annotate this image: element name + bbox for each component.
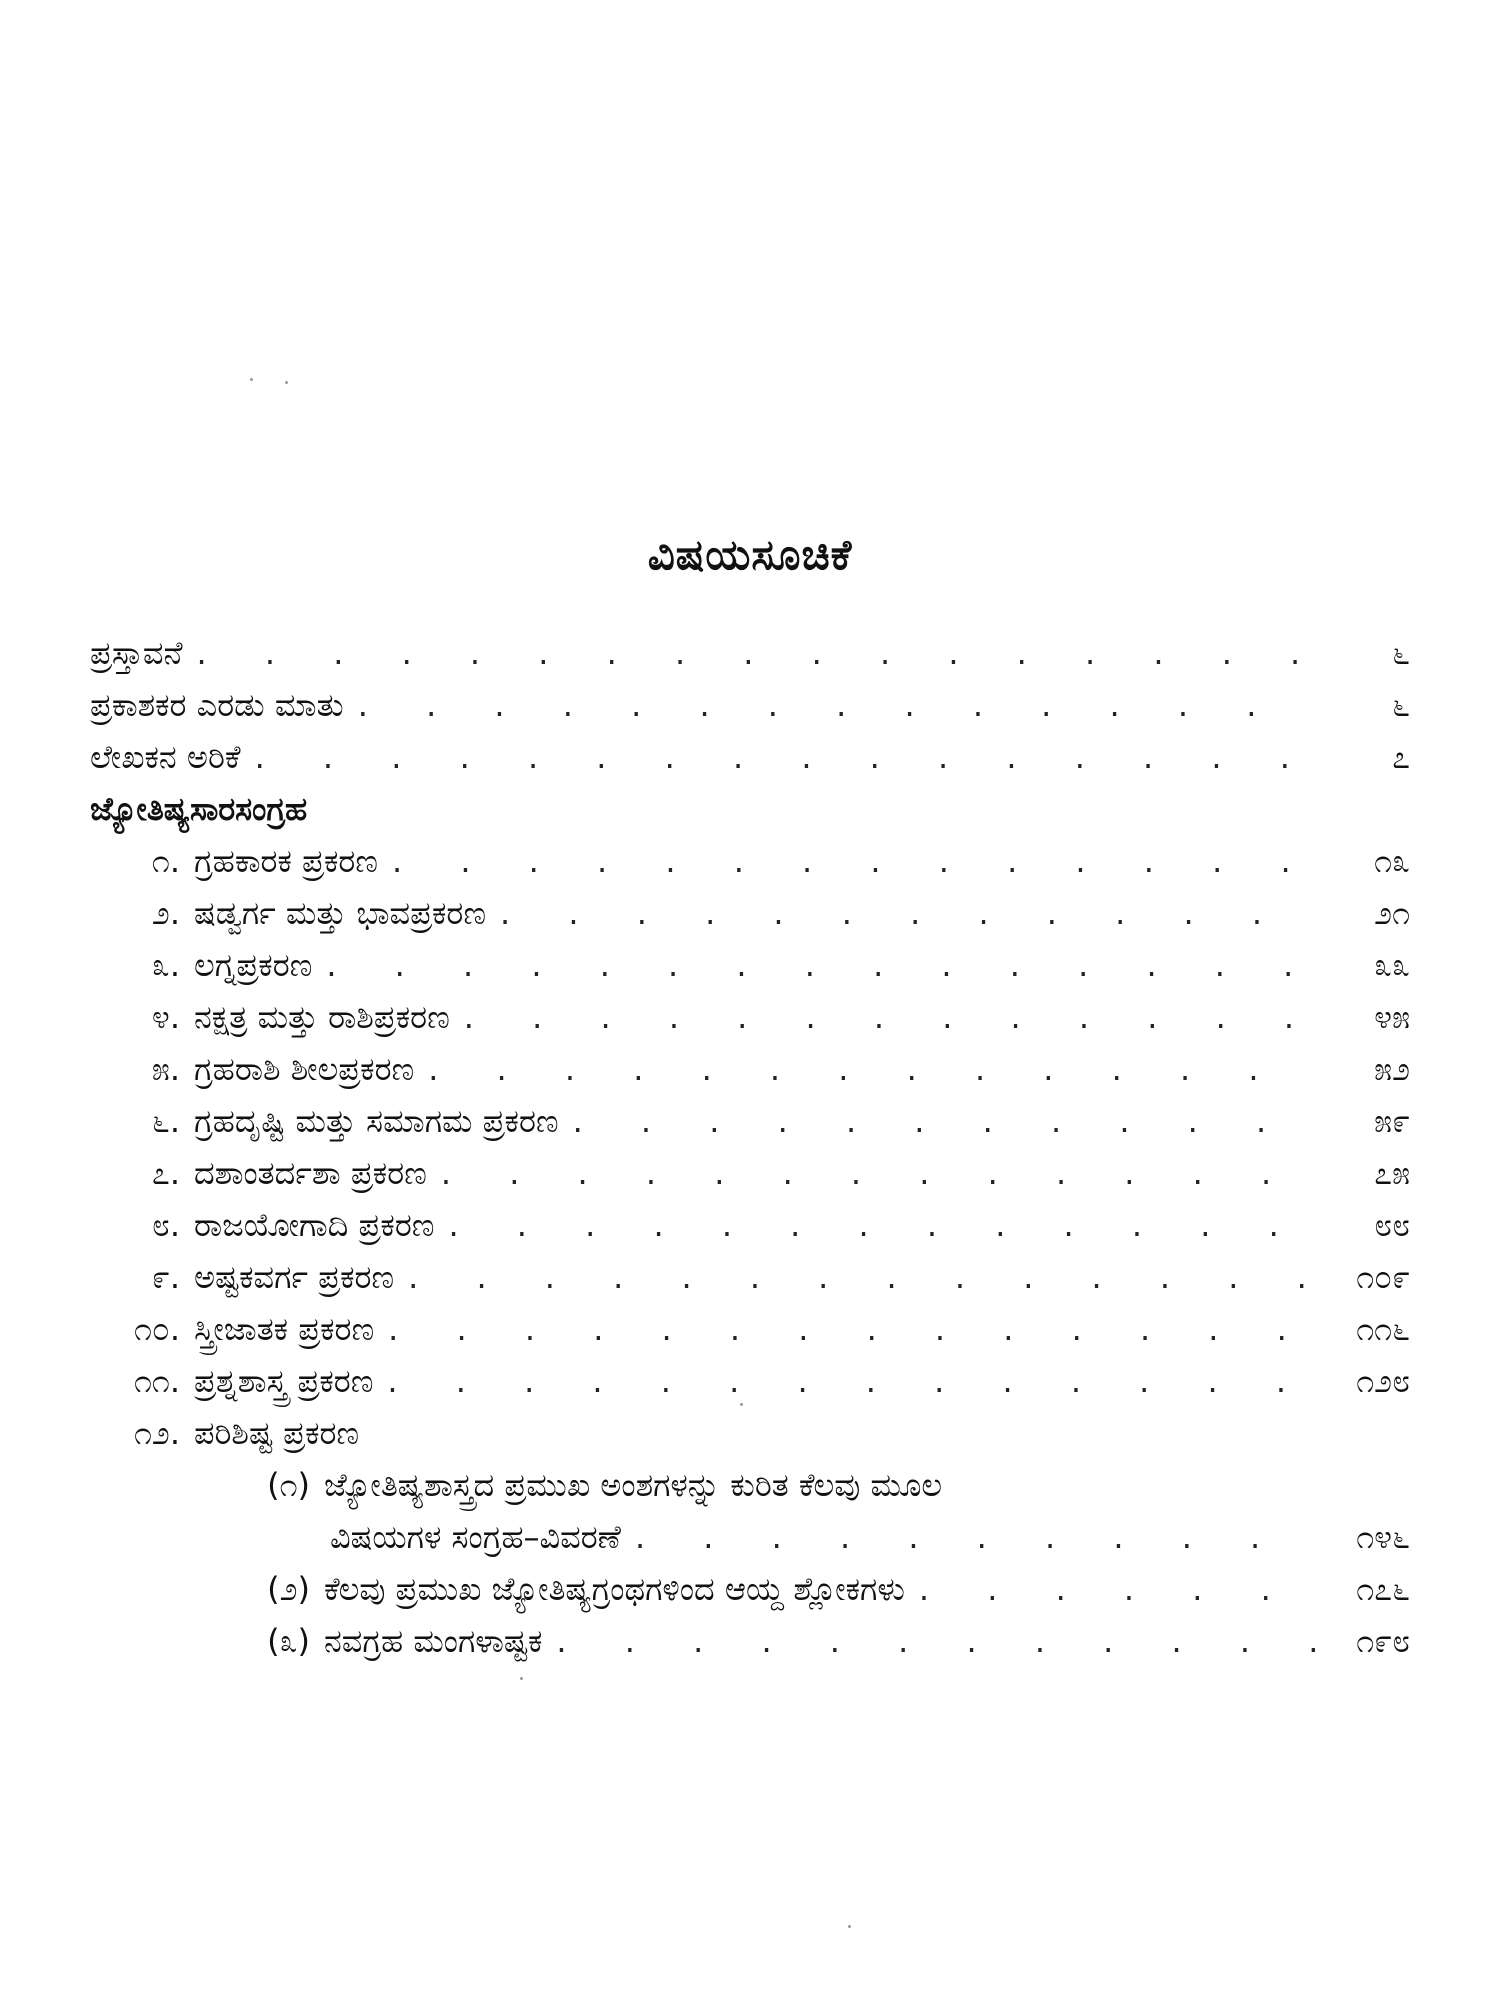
entry-page: ೬ xyxy=(1392,686,1410,724)
entry-page: ೧೪೬ xyxy=(1356,1518,1410,1556)
entry-number: (೨) xyxy=(267,1570,310,1608)
entry-title: ಸ್ತ್ರೀಜಾತಕ ಪ್ರಕರಣ xyxy=(194,1310,375,1348)
dot-leader xyxy=(326,940,1316,990)
entry-title: ಪ್ರಕಾಶಕರ ಎರಡು ಮಾತು xyxy=(90,686,344,724)
scan-speck xyxy=(520,1677,523,1680)
entry-title: ಪರಿಶಿಷ್ಟ ಪ್ರಕರಣ xyxy=(194,1414,360,1452)
entry-page: ೧೩ xyxy=(1374,842,1410,880)
entry-title: ಪ್ರಸ್ತಾವನೆ xyxy=(90,634,183,672)
entry-page: ೩೩ xyxy=(1374,946,1410,984)
dot-leader xyxy=(388,1304,1316,1354)
entry-page: ೮೮ xyxy=(1374,1206,1410,1244)
entry-number: ೨. xyxy=(151,894,180,932)
dot-leader xyxy=(197,628,1316,678)
toc-section-heading[interactable] xyxy=(90,784,1410,834)
dot-leader xyxy=(556,1616,1316,1666)
entry-title: ಜ್ಯೋತಿಷ್ಯಶಾಸ್ತ್ರದ ಪ್ರಮುಖ ಅಂಶಗಳನ್ನು ಕುರಿತ ಕೆಲವು ಮೂಲ xyxy=(324,1466,943,1504)
entry-number: ೩. xyxy=(151,946,180,984)
toc-entry[interactable] xyxy=(90,888,1410,938)
toc-subentry[interactable] xyxy=(90,1460,1410,1510)
entry-page: ೫೯ xyxy=(1374,1102,1410,1140)
dot-leader xyxy=(408,1252,1316,1302)
toc-entry[interactable] xyxy=(90,1252,1410,1302)
entry-number: ೫. xyxy=(151,1050,180,1088)
entry-title: ದಶಾಂತರ್ದಶಾ ಪ್ರಕರಣ xyxy=(194,1154,427,1192)
dot-leader xyxy=(573,1096,1316,1146)
entry-title: ನಕ್ಷತ್ರ ಮತ್ತು ರಾಶಿಪ್ರಕರಣ xyxy=(194,998,450,1036)
scan-speck xyxy=(848,1925,851,1928)
scan-speck xyxy=(250,378,253,381)
toc-subentry[interactable] xyxy=(90,1616,1410,1666)
dot-leader xyxy=(255,732,1316,782)
entry-number: ೧೨. xyxy=(133,1414,180,1452)
toc-entry[interactable] xyxy=(90,1356,1410,1406)
entry-page: ೫೨ xyxy=(1374,1050,1410,1088)
entry-title: ಗ್ರಹಕಾರಕ ಪ್ರಕರಣ xyxy=(194,842,378,880)
entry-number: ೬. xyxy=(151,1102,180,1140)
entry-page: ೧೭೬ xyxy=(1356,1570,1410,1608)
entry-number: ೭. xyxy=(151,1154,180,1192)
dot-leader xyxy=(387,1356,1316,1406)
entry-title: ವಿಷಯಗಳ ಸಂಗ್ರಹ–ವಿವರಣೆ xyxy=(330,1518,621,1556)
toc-entry[interactable] xyxy=(90,680,1410,730)
entry-number: (೧) xyxy=(267,1466,310,1504)
entry-page: ೬ xyxy=(1392,634,1410,672)
dot-leader xyxy=(358,680,1316,730)
entry-number: ೪. xyxy=(151,998,180,1036)
entry-title: ಕೆಲವು ಪ್ರಮುಖ ಜ್ಯೋತಿಷ್ಯಗ್ರಂಥಗಳಿಂದ ಆಯ್ದ ಶ್ಲೋಕಗಳು xyxy=(324,1570,905,1608)
entry-title: ಲೇಖಕನ ಅರಿಕೆ xyxy=(90,738,241,776)
dot-leader xyxy=(919,1564,1316,1614)
entry-number: ೧೧. xyxy=(133,1362,180,1400)
toc-entry[interactable] xyxy=(90,628,1410,678)
toc-entry[interactable] xyxy=(90,1096,1410,1146)
entry-page: ೭೫ xyxy=(1374,1154,1410,1192)
toc-subentry[interactable] xyxy=(90,1512,1410,1562)
entry-page: ೨೧ xyxy=(1374,894,1410,932)
entry-page: ೭ xyxy=(1392,738,1410,776)
entry-page: ೧೧೬ xyxy=(1356,1310,1410,1348)
entry-title: ಗ್ರಹದೃಷ್ಟಿ ಮತ್ತು ಸಮಾಗಮ ಪ್ರಕರಣ xyxy=(194,1102,559,1140)
entry-number: ೧. xyxy=(151,842,180,880)
entry-page: ೪೫ xyxy=(1374,998,1410,1036)
entry-number: ೧೦. xyxy=(133,1310,180,1348)
scan-speck xyxy=(285,381,288,384)
toc-entry[interactable] xyxy=(90,1408,1410,1458)
dot-leader xyxy=(500,888,1316,938)
toc-entry[interactable] xyxy=(90,1044,1410,1094)
toc-entry[interactable] xyxy=(90,992,1410,1042)
dot-leader xyxy=(392,836,1316,886)
scan-speck xyxy=(740,1403,743,1406)
entry-page: ೧೨೮ xyxy=(1356,1362,1410,1400)
dot-leader xyxy=(428,1044,1316,1094)
entry-title: ಲಗ್ನಪ್ರಕರಣ xyxy=(194,946,313,984)
toc-entry[interactable] xyxy=(90,732,1410,782)
toc-entry[interactable] xyxy=(90,940,1410,990)
entry-page: ೧೦೯ xyxy=(1356,1258,1410,1296)
entry-title: ಗ್ರಹರಾಶಿ ಶೀಲಪ್ರಕರಣ xyxy=(194,1050,415,1088)
dot-leader xyxy=(448,1200,1316,1250)
page-title: ವಿಷಯಸೂಚಿಕೆ xyxy=(647,530,853,579)
entry-title: ಪ್ರಶ್ನಶಾಸ್ತ್ರ ಪ್ರಕರಣ xyxy=(194,1362,374,1400)
dot-leader xyxy=(464,992,1316,1042)
entry-number: ೯. xyxy=(151,1258,180,1296)
entry-page: ೧೯೮ xyxy=(1356,1622,1410,1660)
toc-entry[interactable] xyxy=(90,836,1410,886)
entry-title: ಜ್ಯೋತಿಷ್ಯಸಾರಸಂಗ್ರಹ xyxy=(90,790,308,828)
toc-entry[interactable] xyxy=(90,1304,1410,1354)
entry-number: ೮. xyxy=(151,1206,180,1244)
toc-subentry[interactable] xyxy=(90,1564,1410,1614)
entry-title: ಷಡ್ವರ್ಗ ಮತ್ತು ಭಾವಪ್ರಕರಣ xyxy=(194,894,487,932)
toc-entry[interactable] xyxy=(90,1148,1410,1198)
entry-title: ನವಗ್ರಹ ಮಂಗಳಾಷ್ಟಕ xyxy=(324,1622,543,1660)
dot-leader xyxy=(441,1148,1316,1198)
entry-title: ಅಷ್ಟಕವರ್ಗ ಪ್ರಕರಣ xyxy=(194,1258,395,1296)
toc-entry[interactable] xyxy=(90,1200,1410,1250)
dot-leader xyxy=(635,1512,1316,1562)
entry-number: (೩) xyxy=(267,1622,310,1660)
entry-title: ರಾಜಯೋಗಾದಿ ಪ್ರಕರಣ xyxy=(194,1206,435,1244)
